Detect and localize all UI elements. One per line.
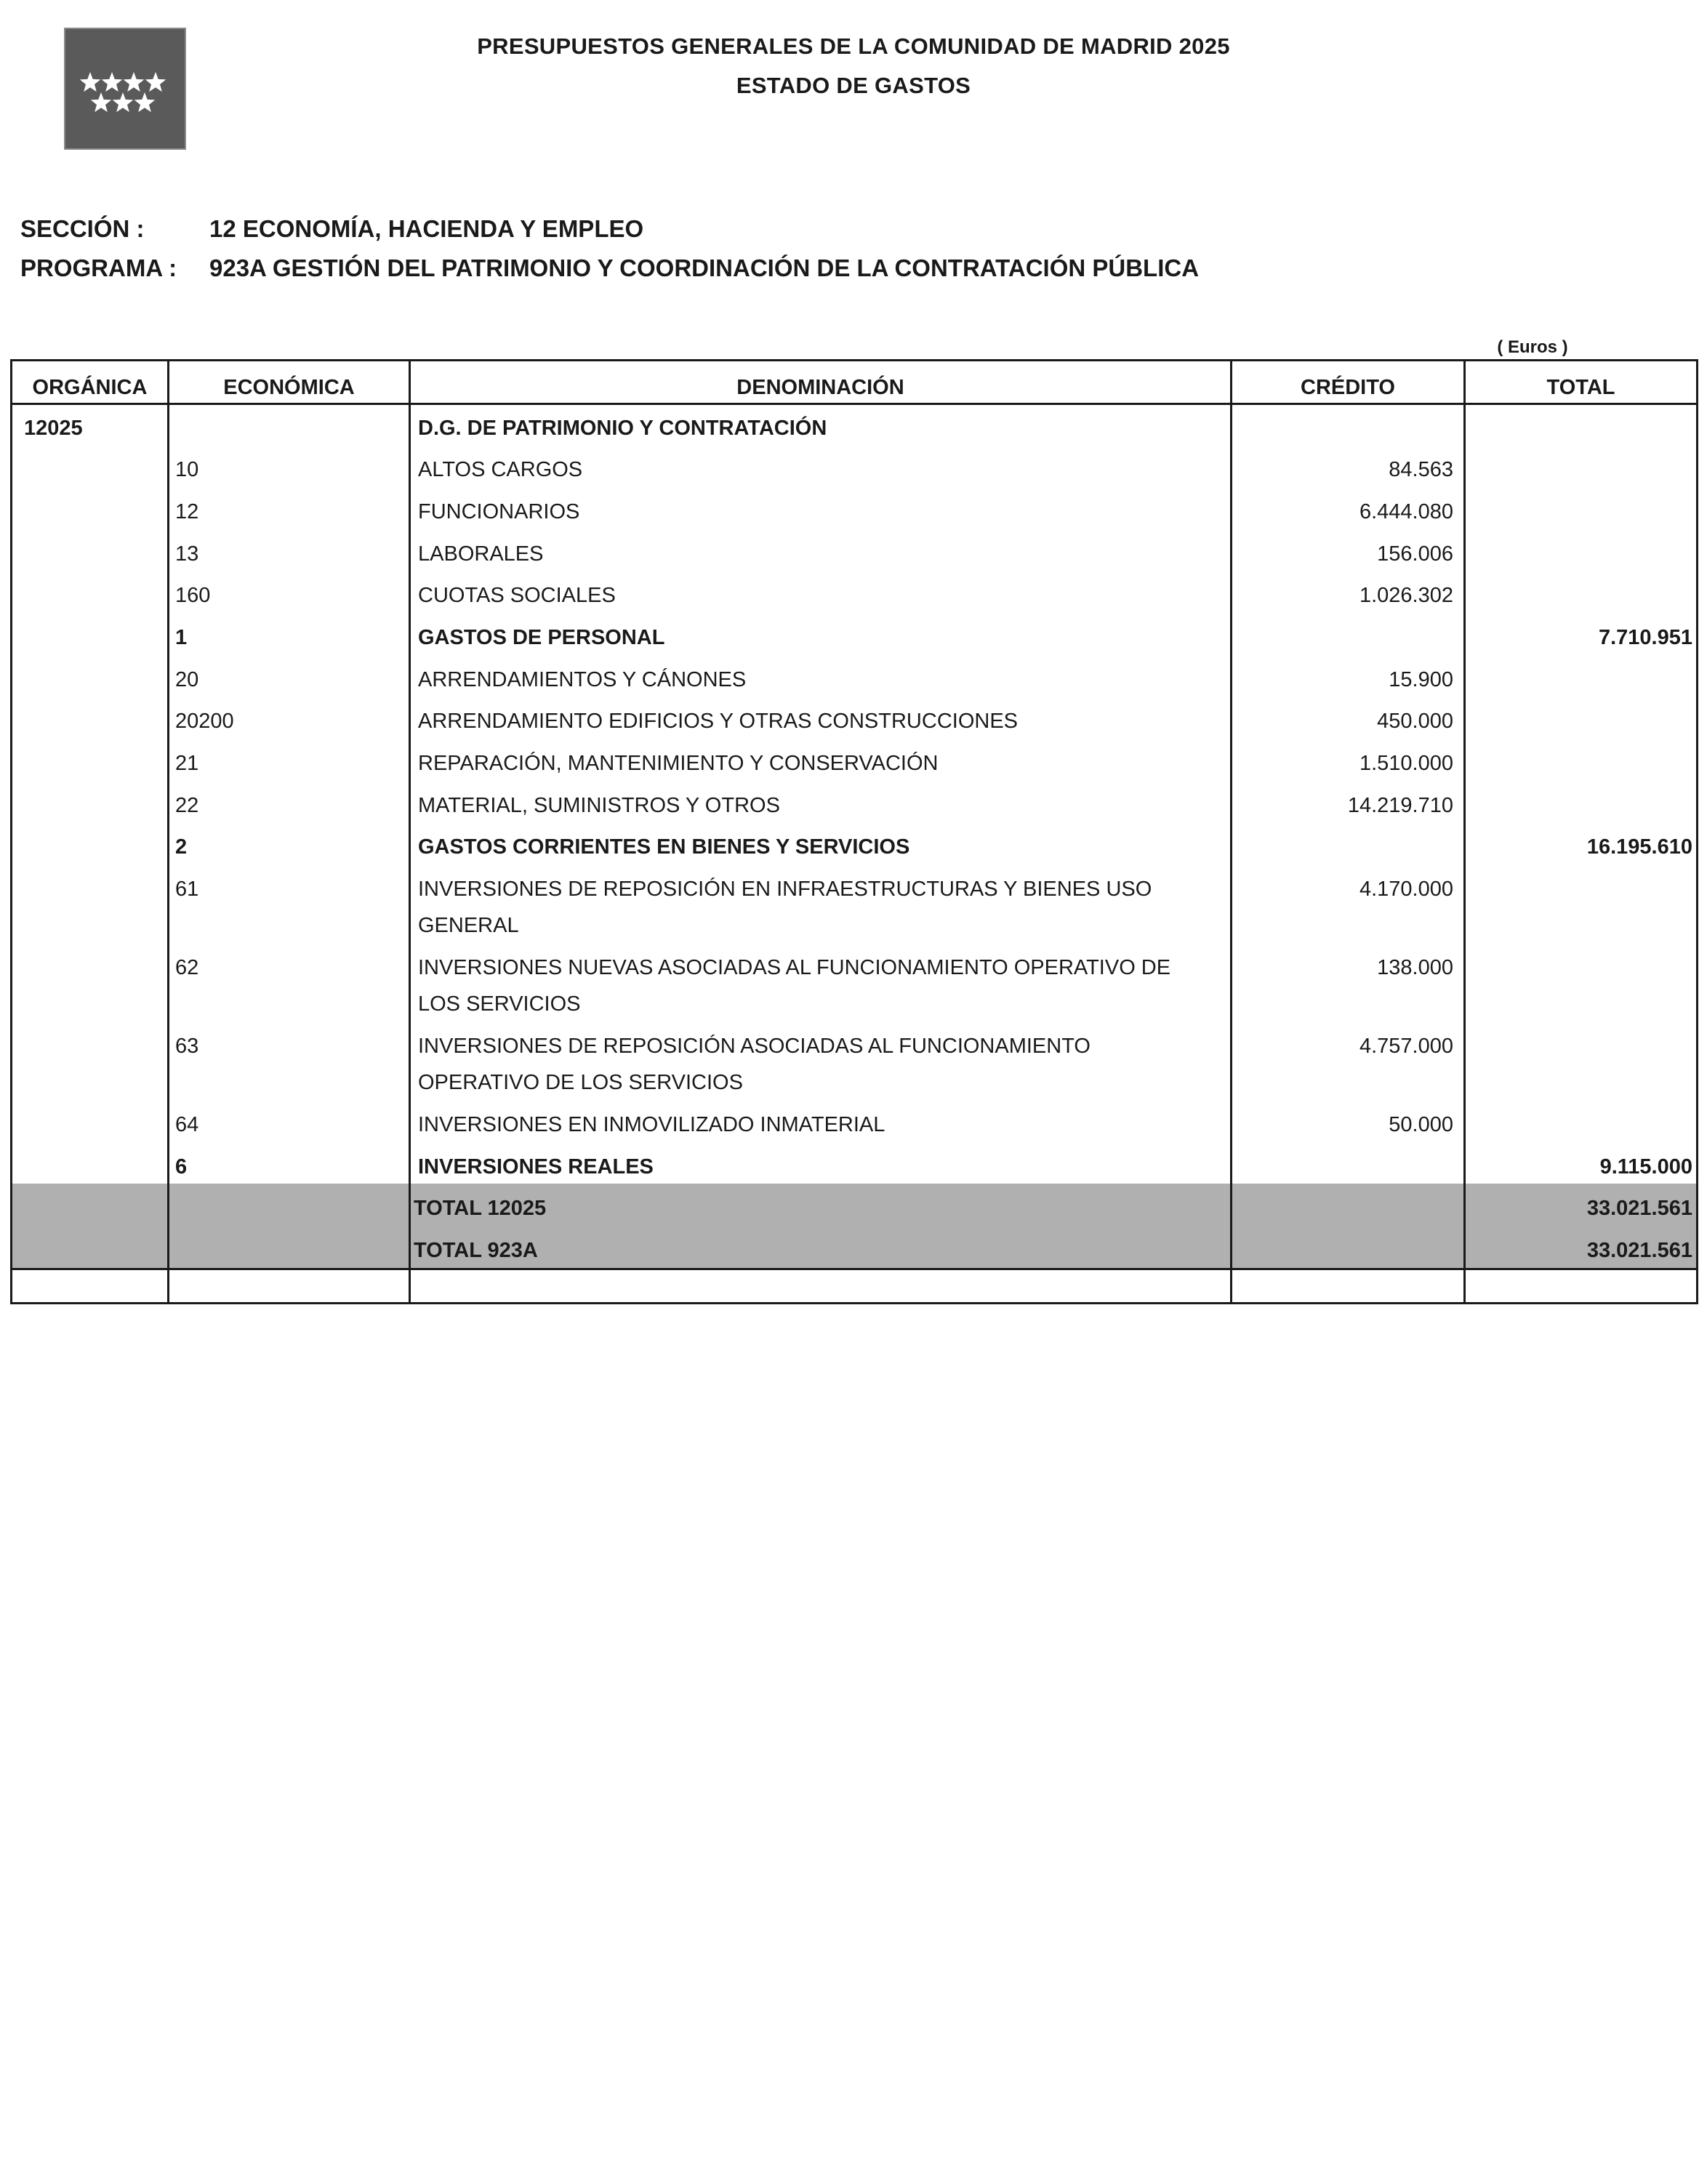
cell-economica: 2 — [175, 835, 188, 859]
cell-economica: 10 — [175, 458, 199, 481]
cell-credito: 1.026.302 — [1359, 584, 1453, 607]
cell-total: 16.195.610 — [1586, 835, 1692, 859]
cell-total: 9.115.000 — [1599, 1155, 1692, 1179]
cell-economica: 160 — [175, 584, 211, 607]
cell-denominacion: GASTOS CORRIENTES EN BIENES Y SERVICIOS — [418, 835, 910, 859]
cell-economica: 21 — [175, 752, 199, 775]
cell-economica: 61 — [175, 878, 199, 901]
col-divider — [409, 361, 411, 1302]
cell-denominacion: INVERSIONES NUEVAS ASOCIADAS AL FUNCIONAMIENTO OPERATIVO DE LOS SERVICIOS — [418, 956, 1171, 1016]
programa-label: PROGRAMA : — [20, 254, 177, 281]
cell-denominacion: INVERSIONES REALES — [418, 1155, 654, 1179]
cell-economica: 1 — [175, 626, 188, 649]
cell-denominacion: CUOTAS SOCIALES — [418, 584, 616, 607]
cell-economica: 6 — [175, 1155, 188, 1179]
cell-denominacion: FUNCIONARIOS — [418, 500, 580, 523]
document-subtitle: ESTADO DE GASTOS — [736, 73, 971, 98]
seccion-label: SECCIÓN : — [20, 215, 145, 242]
cell-economica: 64 — [175, 1113, 199, 1136]
cell-credito: 6.444.080 — [1359, 500, 1453, 523]
cell-denominacion: TOTAL 12025 — [414, 1197, 547, 1220]
cell-denominacion: GASTOS DE PERSONAL — [418, 626, 665, 649]
col-divider — [1230, 361, 1232, 1302]
header-credito: CRÉDITO — [1301, 376, 1395, 399]
header-rule — [12, 403, 1696, 405]
cell-denominacion: INVERSIONES EN INMOVILIZADO INMATERIAL — [418, 1113, 885, 1136]
cell-credito: 14.219.710 — [1347, 794, 1453, 817]
cell-denominacion: REPARACIÓN, MANTENIMIENTO Y CONSERVACIÓN — [418, 752, 939, 775]
cell-total: 33.021.561 — [1586, 1197, 1692, 1220]
cell-denominacion: MATERIAL, SUMINISTROS Y OTROS — [418, 794, 780, 817]
col-divider — [167, 361, 169, 1302]
cell-credito: 4.757.000 — [1359, 1035, 1453, 1058]
cell-economica: 12 — [175, 500, 199, 523]
cell-credito: 156.006 — [1377, 542, 1453, 566]
cell-denominacion: INVERSIONES DE REPOSICIÓN EN INFRAESTRUCTURAS Y BIENES USO GENERAL — [418, 878, 1152, 937]
cell-credito: 15.900 — [1389, 668, 1453, 691]
cell-economica: 20 — [175, 668, 199, 691]
cell-credito: 4.170.000 — [1359, 878, 1453, 901]
programa-value: 923A GESTIÓN DEL PATRIMONIO Y COORDINACIÓN DE LA CONTRATACIÓN PÚBLICA — [209, 254, 1200, 281]
cell-credito: 138.000 — [1377, 956, 1453, 979]
cell-denominacion: LABORALES — [418, 542, 544, 566]
cell-economica: 62 — [175, 956, 199, 979]
cell-denominacion: INVERSIONES DE REPOSICIÓN ASOCIADAS AL FUNCIONAMIENTO OPERATIVO DE LOS SERVICIOS — [418, 1035, 1091, 1094]
cell-credito: 1.510.000 — [1359, 752, 1453, 775]
cell-economica: 22 — [175, 794, 199, 817]
cell-denominacion: TOTAL 923A — [414, 1239, 538, 1262]
cell-total: 33.021.561 — [1586, 1239, 1692, 1262]
cell-organica: 12025 — [24, 417, 83, 440]
col-divider — [1463, 361, 1466, 1302]
cell-credito: 50.000 — [1389, 1113, 1453, 1136]
cell-denominacion: ALTOS CARGOS — [418, 458, 583, 481]
document-title: PRESUPUESTOS GENERALES DE LA COMUNIDAD DE MADRID 2025 — [477, 33, 1230, 59]
cell-economica: 63 — [175, 1035, 199, 1058]
seccion-value: 12 ECONOMÍA, HACIENDA Y EMPLEO — [209, 215, 644, 242]
cell-denominacion: ARRENDAMIENTOS Y CÁNONES — [418, 668, 747, 691]
cell-credito: 450.000 — [1377, 710, 1453, 733]
cell-denominacion: ARRENDAMIENTO EDIFICIOS Y OTRAS CONSTRUCCIONES — [418, 710, 1018, 733]
cell-economica: 13 — [175, 542, 199, 566]
cell-economica: 20200 — [175, 710, 234, 733]
cell-credito: 84.563 — [1389, 458, 1453, 481]
header-organica: ORGÁNICA — [32, 376, 148, 399]
header-economica: ECONÓMICA — [223, 376, 355, 399]
header-denominacion: DENOMINACIÓN — [736, 376, 904, 399]
units-label: ( Euros ) — [1497, 337, 1568, 357]
header-total: TOTAL — [1546, 376, 1615, 399]
cell-denominacion: D.G. DE PATRIMONIO Y CONTRATACIÓN — [418, 417, 827, 440]
cell-total: 7.710.951 — [1598, 626, 1692, 649]
budget-table — [10, 359, 1698, 1304]
